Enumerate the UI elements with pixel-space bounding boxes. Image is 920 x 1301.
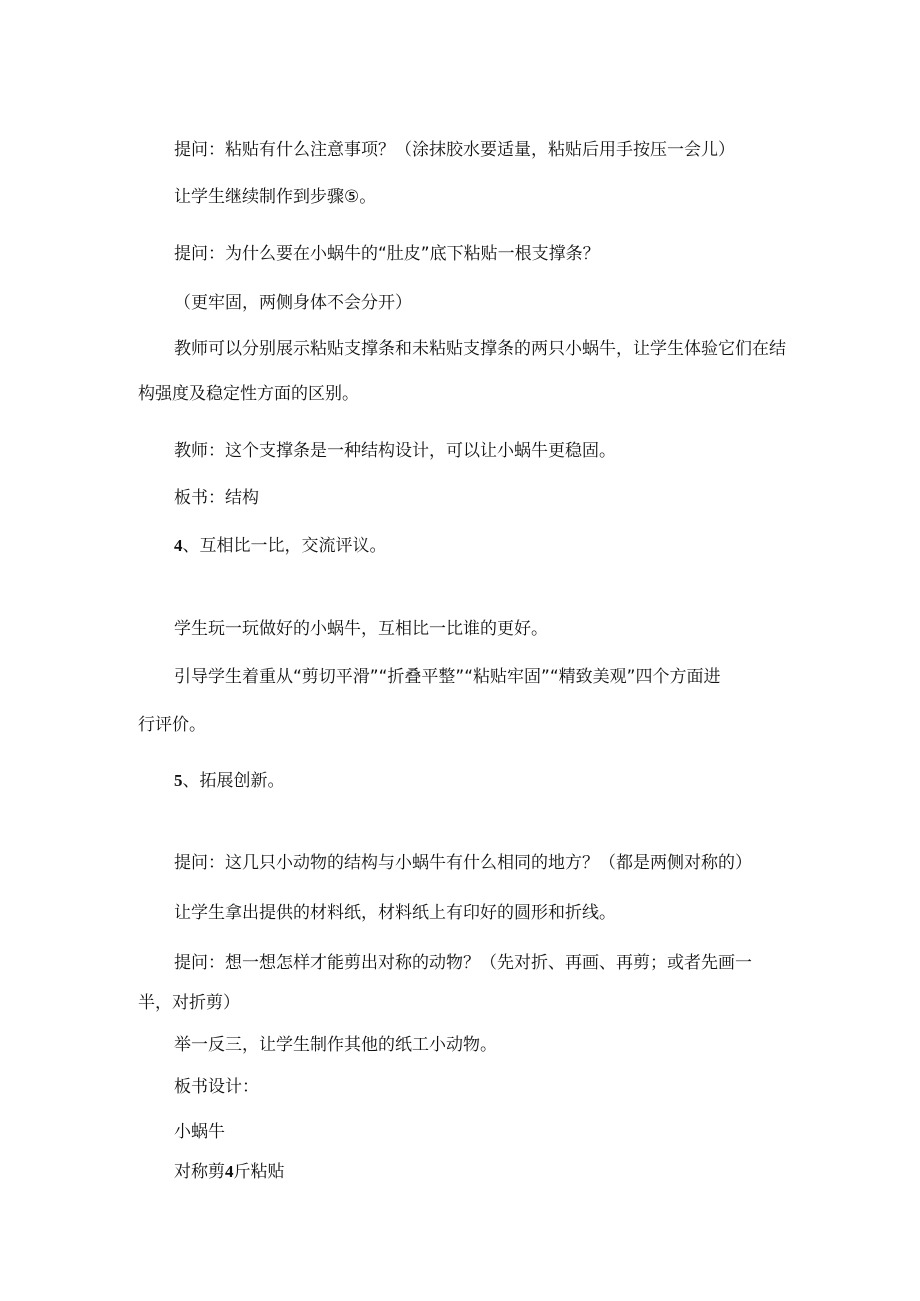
material-paper: 让学生拿出提供的材料纸，材料纸上有印好的圆形和折线。: [174, 903, 616, 923]
question-paste-notes: 提问：粘贴有什么注意事项？（涂抹胶水要适量，粘贴后用手按压一会儿）: [174, 140, 735, 160]
section-4-number: 4: [174, 536, 183, 555]
make-other-animals: 举一反三，让学生制作其他的纸工小动物。: [174, 1035, 497, 1055]
board-snail: 小蜗牛: [174, 1122, 225, 1142]
teacher-demo-line-1: 教师可以分别展示粘贴支撑条和未粘贴支撑条的两只小蜗牛，让学生体验它们在结: [174, 339, 786, 359]
students-compare: 学生玩一玩做好的小蜗牛，互相比一比谁的更好。: [174, 619, 548, 639]
question-cut-symmetric-line-2: 半，对折剪）: [138, 993, 240, 1013]
evaluation-guide-line-2: 行评价。: [138, 715, 206, 735]
section-5-heading: 5、拓展创新。: [174, 771, 285, 791]
question-support-strip: 提问：为什么要在小蜗牛的“肚皮”底下粘贴一根支撑条？: [174, 244, 600, 264]
board-design-label: 板书设计：: [174, 1077, 259, 1097]
board-symmetric-cut-paste: 对称剪4斤粘贴: [174, 1162, 285, 1182]
teacher-structure-note: 教师：这个支撑条是一种结构设计，可以让小蜗牛更稳固。: [174, 441, 616, 461]
section-4-heading: 4、互相比一比，交流评议。: [174, 536, 387, 556]
teacher-demo-line-2: 构强度及稳定性方面的区别。: [138, 384, 359, 404]
continue-step-5: 让学生继续制作到步骤⑤。: [174, 187, 377, 207]
question-animal-structure: 提问：这几只小动物的结构与小蜗牛有什么相同的地方？（都是两侧对称的）: [174, 853, 752, 873]
board-structure: 板书：结构: [174, 488, 259, 508]
evaluation-guide-line-1: 引导学生着重从“剪切平滑”“折叠平整”“粘贴牢固”“精致美观”四个方面进: [174, 667, 721, 687]
answer-support-strip: （更牢固，两侧身体不会分开）: [174, 293, 412, 313]
board-number: 4: [225, 1162, 234, 1181]
section-5-number: 5: [174, 771, 183, 790]
question-cut-symmetric-line-1: 提问：想一想怎样才能剪出对称的动物？（先对折、再画、再剪；或者先画一: [174, 953, 752, 973]
